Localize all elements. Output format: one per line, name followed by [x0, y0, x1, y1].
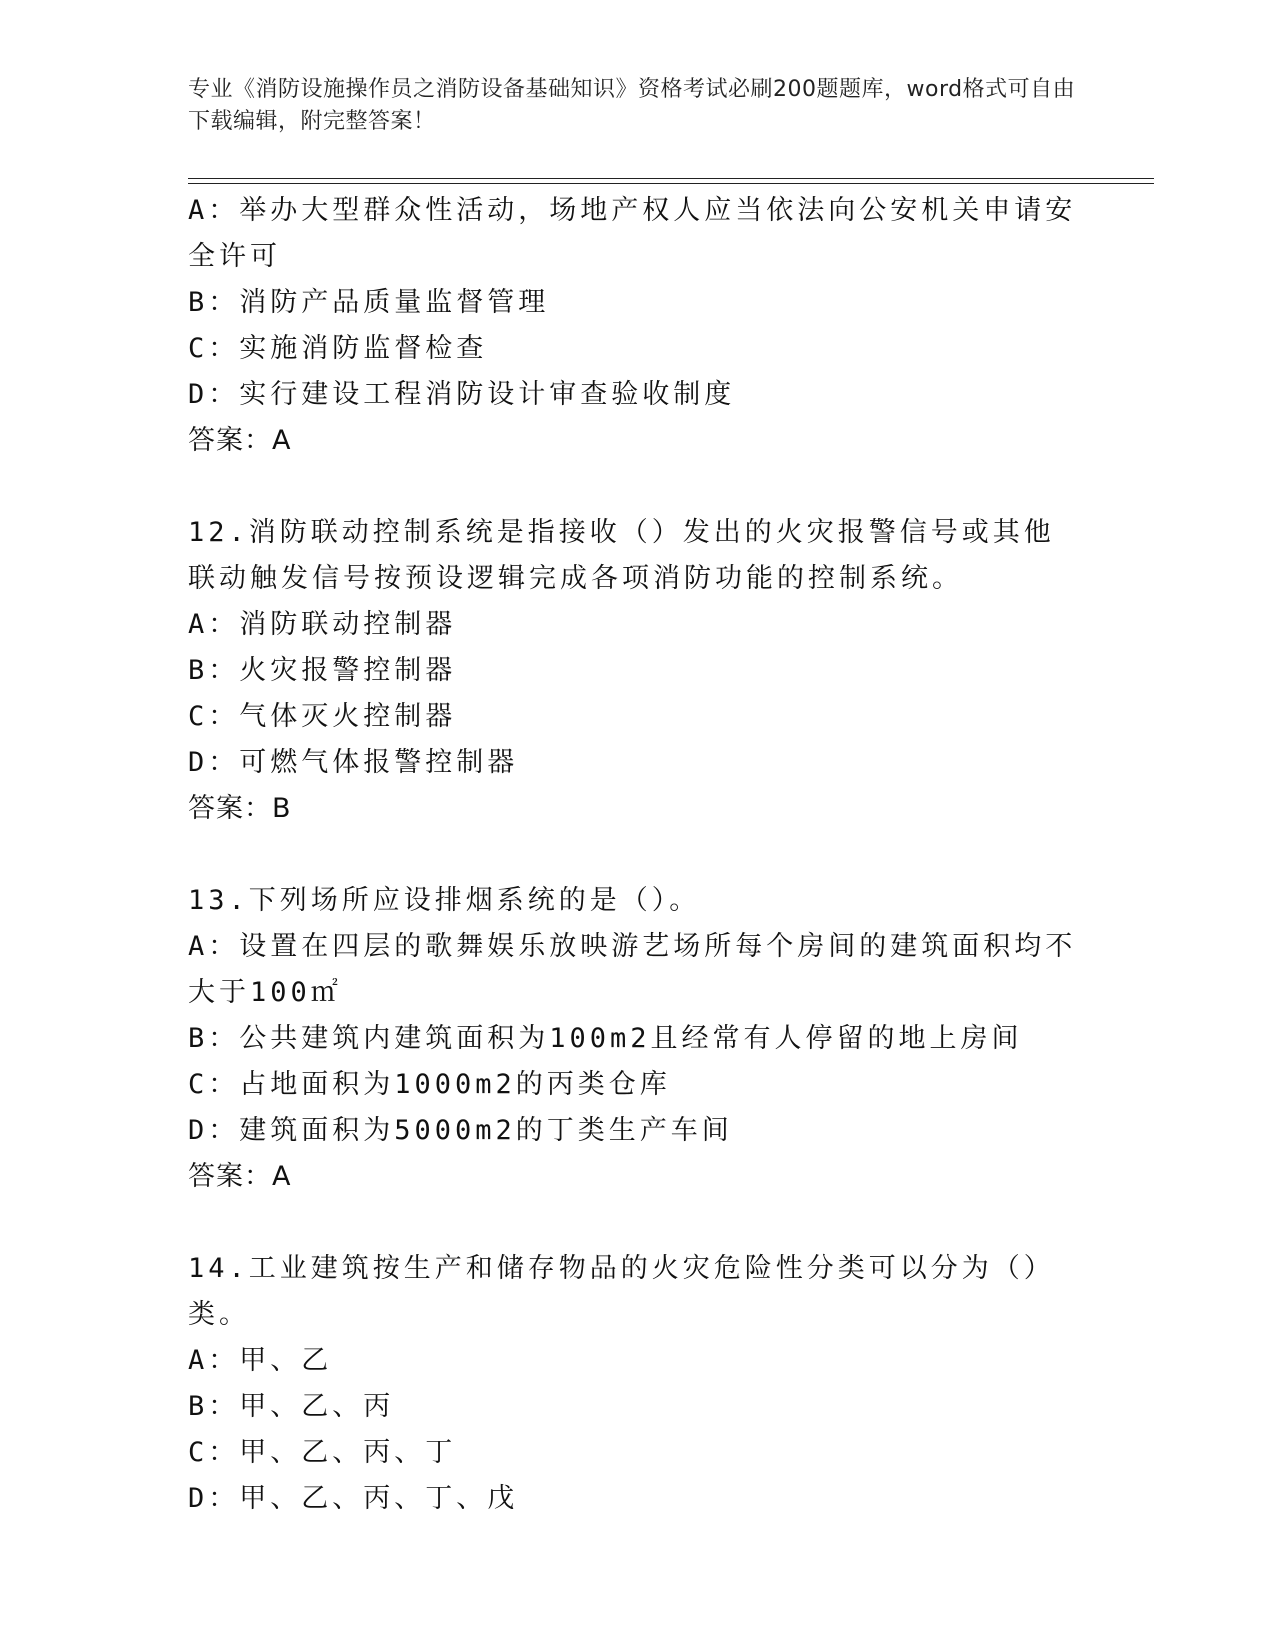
option-a: A：举办大型群众性活动，场地产权人应当依法向公安机关申请安全许可	[188, 195, 1077, 272]
option-a: A：甲、乙	[188, 1345, 333, 1376]
header-rule-bottom	[188, 183, 1154, 184]
question-block	[188, 1246, 1078, 1522]
question-text: 13.下列场所应设排烟系统的是（）。	[188, 885, 701, 916]
option-d: D：建筑面积为5000m2的丁类生产车间	[188, 1115, 733, 1146]
document-header: 专业《消防设施操作员之消防设备基础知识》资格考试必刷200题题库，word格式可自由下载编辑，附完整答案！	[188, 77, 1076, 134]
option-a: A：消防联动控制器	[188, 609, 457, 640]
question-text: 14.工业建筑按生产和储存物品的火灾危险性分类可以分为（）类。	[188, 1253, 1055, 1330]
spacer	[188, 1200, 1078, 1246]
option-c: C：气体灭火控制器	[188, 701, 457, 732]
header-rule-top	[188, 178, 1154, 179]
answer: 答案：A	[188, 1161, 292, 1192]
option-d: D：甲、乙、丙、丁、戊	[188, 1483, 519, 1514]
option-c: C：占地面积为1000m2的丙类仓库	[188, 1069, 671, 1100]
question-block	[188, 188, 1078, 464]
question-block	[188, 510, 1078, 832]
option-a: A：设置在四层的歌舞娱乐放映游艺场所每个房间的建筑面积均不大于100㎡	[188, 931, 1077, 1008]
option-c: C：甲、乙、丙、丁	[188, 1437, 457, 1468]
answer: 答案：B	[188, 793, 292, 824]
option-b: B：甲、乙、丙	[188, 1391, 395, 1422]
question-text: 12.消防联动控制系统是指接收（）发出的火灾报警信号或其他联动触发信号按预设逻辑完成各项消防功能的控制系统。	[188, 517, 1055, 594]
option-c: C：实施消防监督检查	[188, 333, 488, 364]
option-b: B：公共建筑内建筑面积为100m2且经常有人停留的地上房间	[188, 1023, 1023, 1054]
spacer	[188, 832, 1078, 878]
answer: 答案：A	[188, 425, 292, 456]
option-b: B：火灾报警控制器	[188, 655, 457, 686]
question-block	[188, 878, 1078, 1200]
option-d: D：实行建设工程消防设计审查验收制度	[188, 379, 736, 410]
option-b: B：消防产品质量监督管理	[188, 287, 550, 318]
spacer	[188, 464, 1078, 510]
question-list	[188, 188, 1078, 1522]
option-d: D：可燃气体报警控制器	[188, 747, 519, 778]
